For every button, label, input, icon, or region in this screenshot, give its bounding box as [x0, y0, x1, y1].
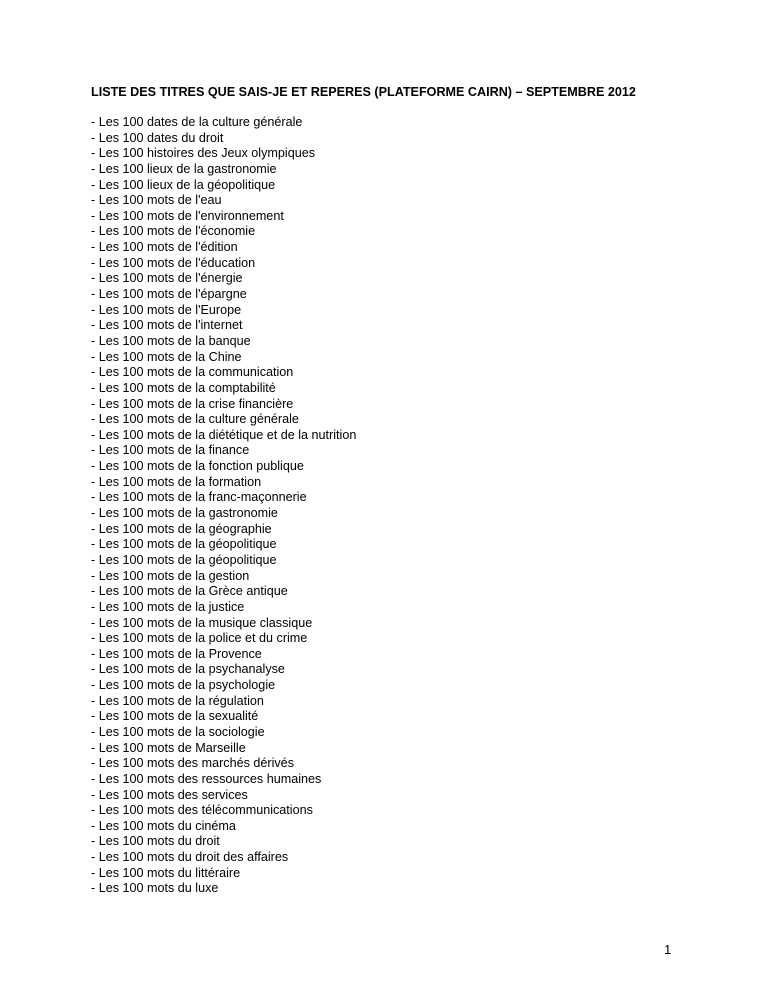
- list-item: - Les 100 mots de l'eau: [91, 193, 222, 208]
- list-item: - Les 100 mots de la Provence: [91, 646, 262, 661]
- list-item: - Les 100 mots de la justice: [91, 599, 245, 614]
- list-item: - Les 100 mots de l'économie: [91, 224, 256, 239]
- list-item: - Les 100 mots de l'éducation: [91, 255, 256, 270]
- list-item: - Les 100 mots des télécommunications: [91, 803, 313, 818]
- list-item: - Les 100 lieux de la gastronomie: [91, 161, 277, 176]
- list-item: - Les 100 mots de la sociologie: [91, 724, 265, 739]
- list-item: - Les 100 mots de la psychanalyse: [91, 662, 285, 677]
- list-item: - Les 100 mots de l'énergie: [91, 271, 243, 286]
- list-item: - Les 100 dates de la culture générale: [91, 115, 303, 129]
- list-item: - Les 100 mots des ressources humaines: [91, 771, 322, 786]
- document-title: LISTE DES TITRES QUE SAIS-JE ET REPERES (PLATEFORME CAIRN) – SEPTEMBRE 2012: [91, 85, 636, 99]
- list-item: - Les 100 mots du droit des affaires: [91, 850, 289, 865]
- list-item: - Les 100 mots de la crise financière: [91, 396, 294, 411]
- list-item: - Les 100 mots de la franc-maçonnerie: [91, 490, 307, 505]
- list-item: - Les 100 mots de la communication: [91, 365, 294, 380]
- list-item: - Les 100 mots de la régulation: [91, 693, 264, 708]
- list-item: - Les 100 mots de la géographie: [91, 521, 272, 536]
- list-item: - Les 100 mots de la gestion: [91, 568, 250, 583]
- list-item: - Les 100 mots de la sexualité: [91, 709, 259, 724]
- list-item: - Les 100 mots du luxe: [91, 881, 219, 896]
- list-item: - Les 100 mots de la diététique et de la nutrition: [91, 427, 357, 442]
- list-item: - Les 100 mots de la psychologie: [91, 678, 276, 693]
- list-item: - Les 100 mots de la géopolitique: [91, 537, 277, 552]
- list-item: - Les 100 mots de la géopolitique: [91, 552, 277, 567]
- list-item: - Les 100 mots de la formation: [91, 474, 262, 489]
- list-item: - Les 100 mots de l'édition: [91, 240, 238, 255]
- list-item: - Les 100 mots de Marseille: [91, 740, 246, 755]
- list-item: - Les 100 mots de la finance: [91, 443, 250, 458]
- list-item: - Les 100 mots de l'internet: [91, 318, 243, 333]
- list-item: - Les 100 dates du droit: [91, 130, 224, 145]
- page-number: 1: [664, 942, 672, 957]
- list-item: - Les 100 mots de la comptabilité: [91, 380, 276, 395]
- list-item: - Les 100 mots de la Chine: [91, 349, 242, 364]
- title-list: [91, 115, 356, 897]
- list-item: - Les 100 mots de l'environnement: [91, 208, 284, 223]
- list-item: - Les 100 mots de la musique classique: [91, 615, 313, 630]
- list-item: - Les 100 mots du littéraire: [91, 865, 241, 880]
- list-item: - Les 100 mots de la police et du crime: [91, 631, 308, 646]
- list-item: - Les 100 mots de la fonction publique: [91, 459, 304, 474]
- list-item: - Les 100 mots des marchés dérivés: [91, 756, 294, 771]
- list-item: - Les 100 mots de l'Europe: [91, 302, 242, 317]
- list-item: - Les 100 mots de la Grèce antique: [91, 584, 288, 599]
- list-item: - Les 100 mots des services: [91, 787, 248, 802]
- list-item: - Les 100 lieux de la géopolitique: [91, 177, 276, 192]
- list-item: - Les 100 mots de la gastronomie: [91, 506, 278, 521]
- list-item: - Les 100 mots du cinéma: [91, 818, 236, 833]
- list-item: - Les 100 mots de l'épargne: [91, 287, 247, 302]
- list-item: - Les 100 mots de la culture générale: [91, 412, 299, 427]
- list-item: - Les 100 histoires des Jeux olympiques: [91, 146, 316, 161]
- list-item: - Les 100 mots du droit: [91, 834, 220, 849]
- list-item: - Les 100 mots de la banque: [91, 333, 251, 348]
